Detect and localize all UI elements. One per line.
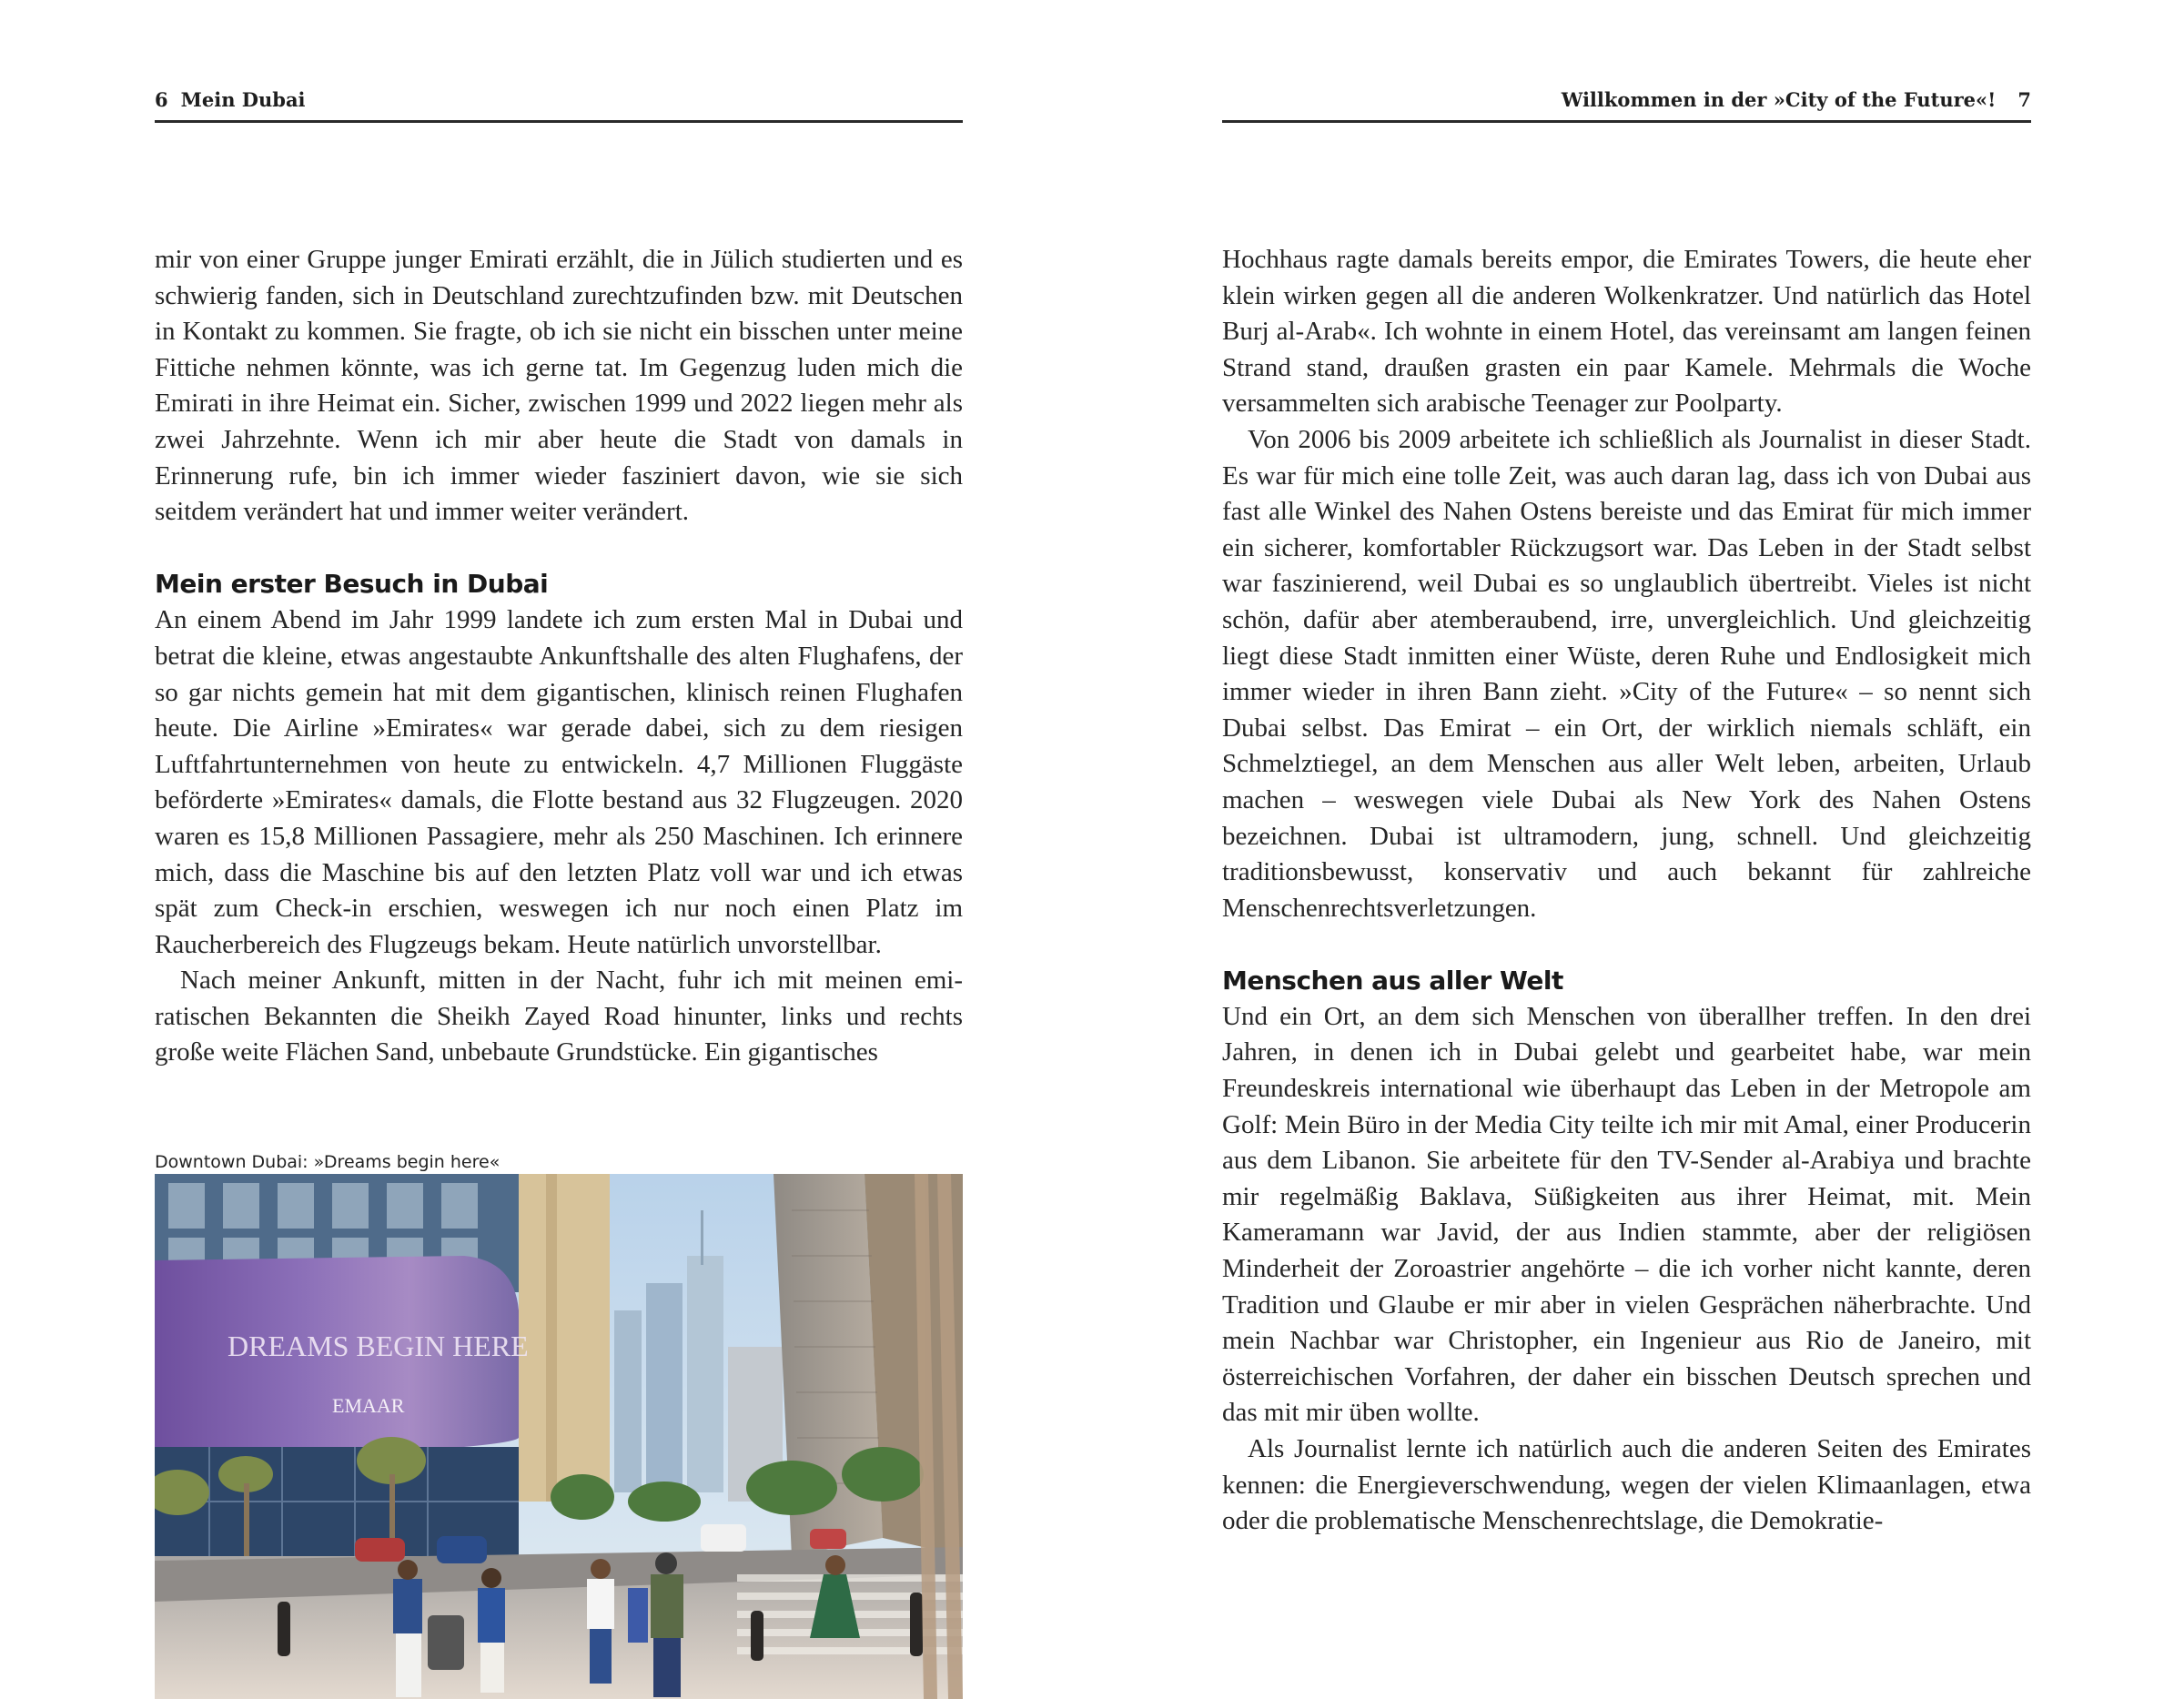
page-number: 7: [2017, 87, 2031, 111]
paragraph: Als Journalist lernte ich natürlich auch die anderen Seiten des Emirates kennen: die Energieverschwendung, wegen der vielen Klimaanlagen, etwa oder die problematische Menschenrechtslage, die Demokratie-: [1222, 1434, 2031, 1536]
figure-caption: Downtown Dubai: »Dreams begin here«: [155, 1152, 500, 1172]
body-text-right: [1222, 242, 2031, 1540]
section-heading: Menschen aus aller Welt: [1222, 965, 1563, 996]
paragraph: mir von einer Gruppe junger Emirati erzählt, die in Jülich studierten und es schwierig fanden, sich in Deutschland zurechtzufinden bzw. mit Deutschen in Kontakt zu kommen. Sie fragte, ob ich sie nicht ein bisschen unter meine Fittiche nehmen könnte, was ich gerne tat. Im Gegenzug luden mich die Emirati in ihre Heimat ein. Sicher, zwischen 1999 und 2022 liegen mehr als zwei Jahrzehnte. Wenn ich mir aber heute die Stadt von damals in Erinnerung rufe, bin ich immer wieder fasziniert davon, wie sie sich seitdem verändert hat und immer weiter verändert.: [155, 245, 963, 527]
paragraph: Hochhaus ragte damals bereits empor, die Emirates Towers, die heute eher klein wirken gegen all die anderen Wolkenkratzer. Und natürlich das Hotel Burj al-Arab«. Ich wohnte in einem Hotel, das vereinsamt am langen feinen Strand stand, draußen grasten ein paar Kamele. Mehrmals die Woche versammelten sich arabische Teenager zur Poolparty.: [1222, 245, 2031, 419]
header-rule: [1222, 120, 2031, 123]
chapter-title: Mein Dubai: [180, 87, 306, 111]
paragraph: Nach meiner Ankunft, mitten in der Nacht, fuhr ich mit meinen emiratischen Bekannten die Sheikh Zayed Road hinunter, links und rechts große weite Flächen Sand, unbebaute Grundstücke. Ein gigantisches: [155, 966, 963, 1067]
downtown-dubai-photo: [155, 1174, 963, 1699]
paragraph: Und ein Ort, an dem sich Menschen von überallher treffen. In den drei Jahren, in denen ich in Dubai gelebt und gearbeitet habe, war mein Freundeskreis international wie überhaupt das Leben in der Metropole am Golf: Mein Büro in der Media City teilte ich mir mit Amal, einer Producerin aus dem Libanon. Sie arbeitete für den TV-Sender al-Arabiya und brachte mir regelmäßig Baklava, Süßigkeiten aus ihrer Heimat, mit. Mein Kameramann war Javid, der aus Indien stammte, aber der religiösen Minderheit der Zoroastrier angehörte – die ich vorher nicht kannte, deren Tradition und Glaube er mir aber in vielen Gesprächen näherbrachte. Und mein Nachbar war Christopher, ein Ingenieur aus Rio de Janeiro, mit österreichischen Vorfahren, der daher ein bisschen Deutsch sprechen und das mit mir üben wollte.: [1222, 1001, 2031, 1428]
billboard-text: DREAMS BEGIN HERE: [228, 1330, 529, 1362]
paragraph: Von 2006 bis 2009 arbeitete ich schließlich als Journalist in dieser Stadt. Es war für mich eine tolle Zeit, was auch daran lag, dass ich von Dubai aus fast alle Winkel des Nahen Ostens bereiste und das Emirat für mich immer ein sicherer, komfortabler Rückzugsort war. Das Leben in der Stadt selbst war faszinierend, weil Dubai es so unglaublich übertreibt. Vieles ist nicht schön, dafür aber atemberaubend, irre, unvergleichlich. Und gleichzeitig liegt diese Stadt inmitten einer Wüste, deren Ruhe und Endlosigkeit mich immer wieder in ihren Bann zieht. »City of the Future« – so nennt sich Dubai selbst. Das Emirat – ein Ort, der wirklich niemals schläft, ein Schmelztiegel, an dem Menschen aus aller Welt leben, arbeiten, Urlaub machen – weswegen viele Dubai als New York des Nahen Ostens bezeichnen. Dubai ist ultramodern, jung, schnell. Und gleichzeitig traditionsbewusst, konservativ und auch bekannt für zahlreiche Menschenrechtsverletzungen.: [1222, 424, 2031, 923]
running-head-left: [155, 84, 963, 115]
chapter-title: Willkommen in der »City of the Future«!: [1561, 87, 1997, 111]
section-heading: Mein erster Besuch in Dubai: [155, 569, 549, 600]
running-head-right: [1222, 84, 2031, 115]
body-text-left: [155, 242, 963, 1071]
billboard-brand: EMAAR: [332, 1394, 405, 1417]
paragraph: An einem Abend im Jahr 1999 landete ich zum ersten Mal in Dubai und betrat die kleine, etwas angestaubte Ankunftshalle des alten Flughafens, der so gar nichts gemein hat mit dem gigantischen, klinisch reinen Flughafen heute. Die Airline »Emirates« war gerade dabei, sich zu dem riesigen Luftfahrtunternehmen von heute zu entwickeln. 4,7 Millionen Fluggäste beförderte »Emirates« damals, die Flotte bestand aus 32 Flugzeugen. 2020 waren es 15,8 Millionen Passagiere, mehr als 250 Maschinen. Ich erinnere mich, dass die Maschine bis auf den letzten Platz voll war und ich etwas spät zum Check-in erschien, weswegen ich nur noch einen Platz im Raucherbereich des Flugzeugs bekam. Heute natürlich unvorstellbar.: [155, 605, 963, 959]
page-number: 6: [155, 87, 168, 111]
header-rule: [155, 120, 963, 123]
